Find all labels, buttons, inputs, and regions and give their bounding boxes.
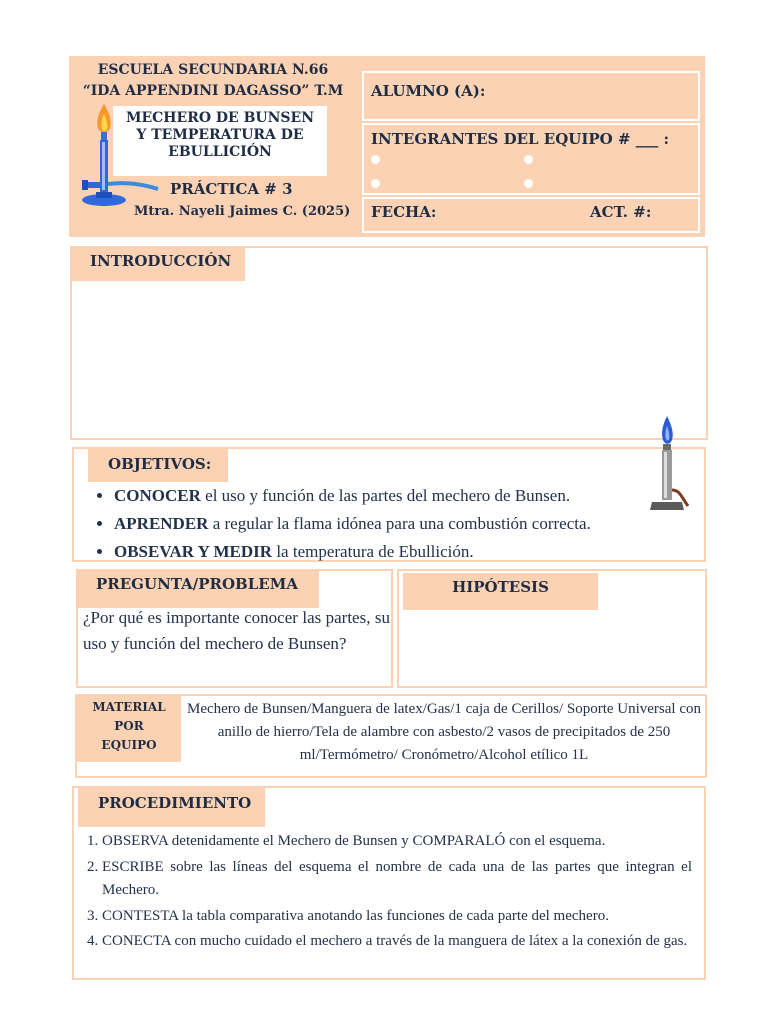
pregunta-title: PREGUNTA/PROBLEMA <box>78 571 319 608</box>
procedimiento-step: 3. CONTESTA la tabla comparativa anotando las funciones de cada parte del mechero. <box>102 905 692 929</box>
procedimiento-step: 2. ESCRIBE sobre las líneas del esquema el nombre de cada una de las partes que integran el Mechero. <box>102 856 692 903</box>
material-title-line1: MATERIAL <box>92 700 166 714</box>
objetivo-item: • OBSEVAR Y MEDIR la temperatura de Ebullición. <box>114 539 682 565</box>
procedimiento-list <box>76 830 692 956</box>
member-bullet <box>371 155 380 164</box>
material-title-line3: EQUIPO <box>101 738 157 752</box>
bunsen-burner-icon <box>648 414 694 514</box>
school-name-line2: “IDA APPENDINI DAGASSO” T.M <box>82 83 344 99</box>
procedimiento-step: 4. CONECTA con mucho cuidado el mechero a través de la manguera de látex a la conexión de gas. <box>102 930 692 954</box>
teacher-name: Mtra. Nayeli Jaimes C. (2025) <box>134 204 351 219</box>
member-bullet <box>524 155 533 164</box>
objetivos-title: OBJETIVOS: <box>88 449 228 482</box>
introduccion-title: INTRODUCCIÓN <box>72 248 245 281</box>
procedimiento-step: 1. OBSERVA detenidamente el Mechero de Bunsen y COMPARALÓ con el esquema. <box>102 830 692 854</box>
member-bullet <box>371 179 380 188</box>
pregunta-text: ¿Por qué es importante conocer las partes, su uso y función del mechero de Bunsen? <box>83 608 390 653</box>
bunsen-burner-icon <box>74 96 164 212</box>
school-name-line1: ESCUELA SECUNDARIA N.66 <box>97 62 329 78</box>
material-title <box>77 696 181 762</box>
practice-title-line2: Y TEMPERATURA DE <box>136 127 304 143</box>
practice-title-line1: MECHERO DE BUNSEN <box>125 110 314 126</box>
act-label: ACT. #: <box>590 203 652 221</box>
practice-title-line3: EBULLICIÓN <box>168 144 272 160</box>
alumno-label: ALUMNO (A): <box>371 82 486 100</box>
procedimiento-title: PROCEDIMIENTO <box>78 788 265 827</box>
material-text: Mechero de Bunsen/Manguera de latex/Gas/1 caja de Cerillos/ Soporte Universal con anillo de hierro/Tela de alambre con asbesto/2 vasos de precipitados de 250 ml/Termómetro/ Cronómetro/Alcohol etílico 1L <box>186 701 701 763</box>
fecha-label: FECHA: <box>371 203 437 221</box>
hipotesis-title: HIPÓTESIS <box>403 573 598 610</box>
practice-number: PRÁCTICA # 3 <box>170 180 293 198</box>
objetivos-list <box>92 483 682 567</box>
objetivo-item: • CONOCER el uso y función de las partes del mechero de Bunsen. <box>114 483 682 509</box>
objetivo-item: • APRENDER a regular la flama idónea para una combustión correcta. <box>114 511 682 537</box>
equipo-label: INTEGRANTES DEL EQUIPO # ___ : <box>371 130 670 148</box>
member-bullet <box>524 179 533 188</box>
material-title-line2: POR <box>114 719 144 733</box>
